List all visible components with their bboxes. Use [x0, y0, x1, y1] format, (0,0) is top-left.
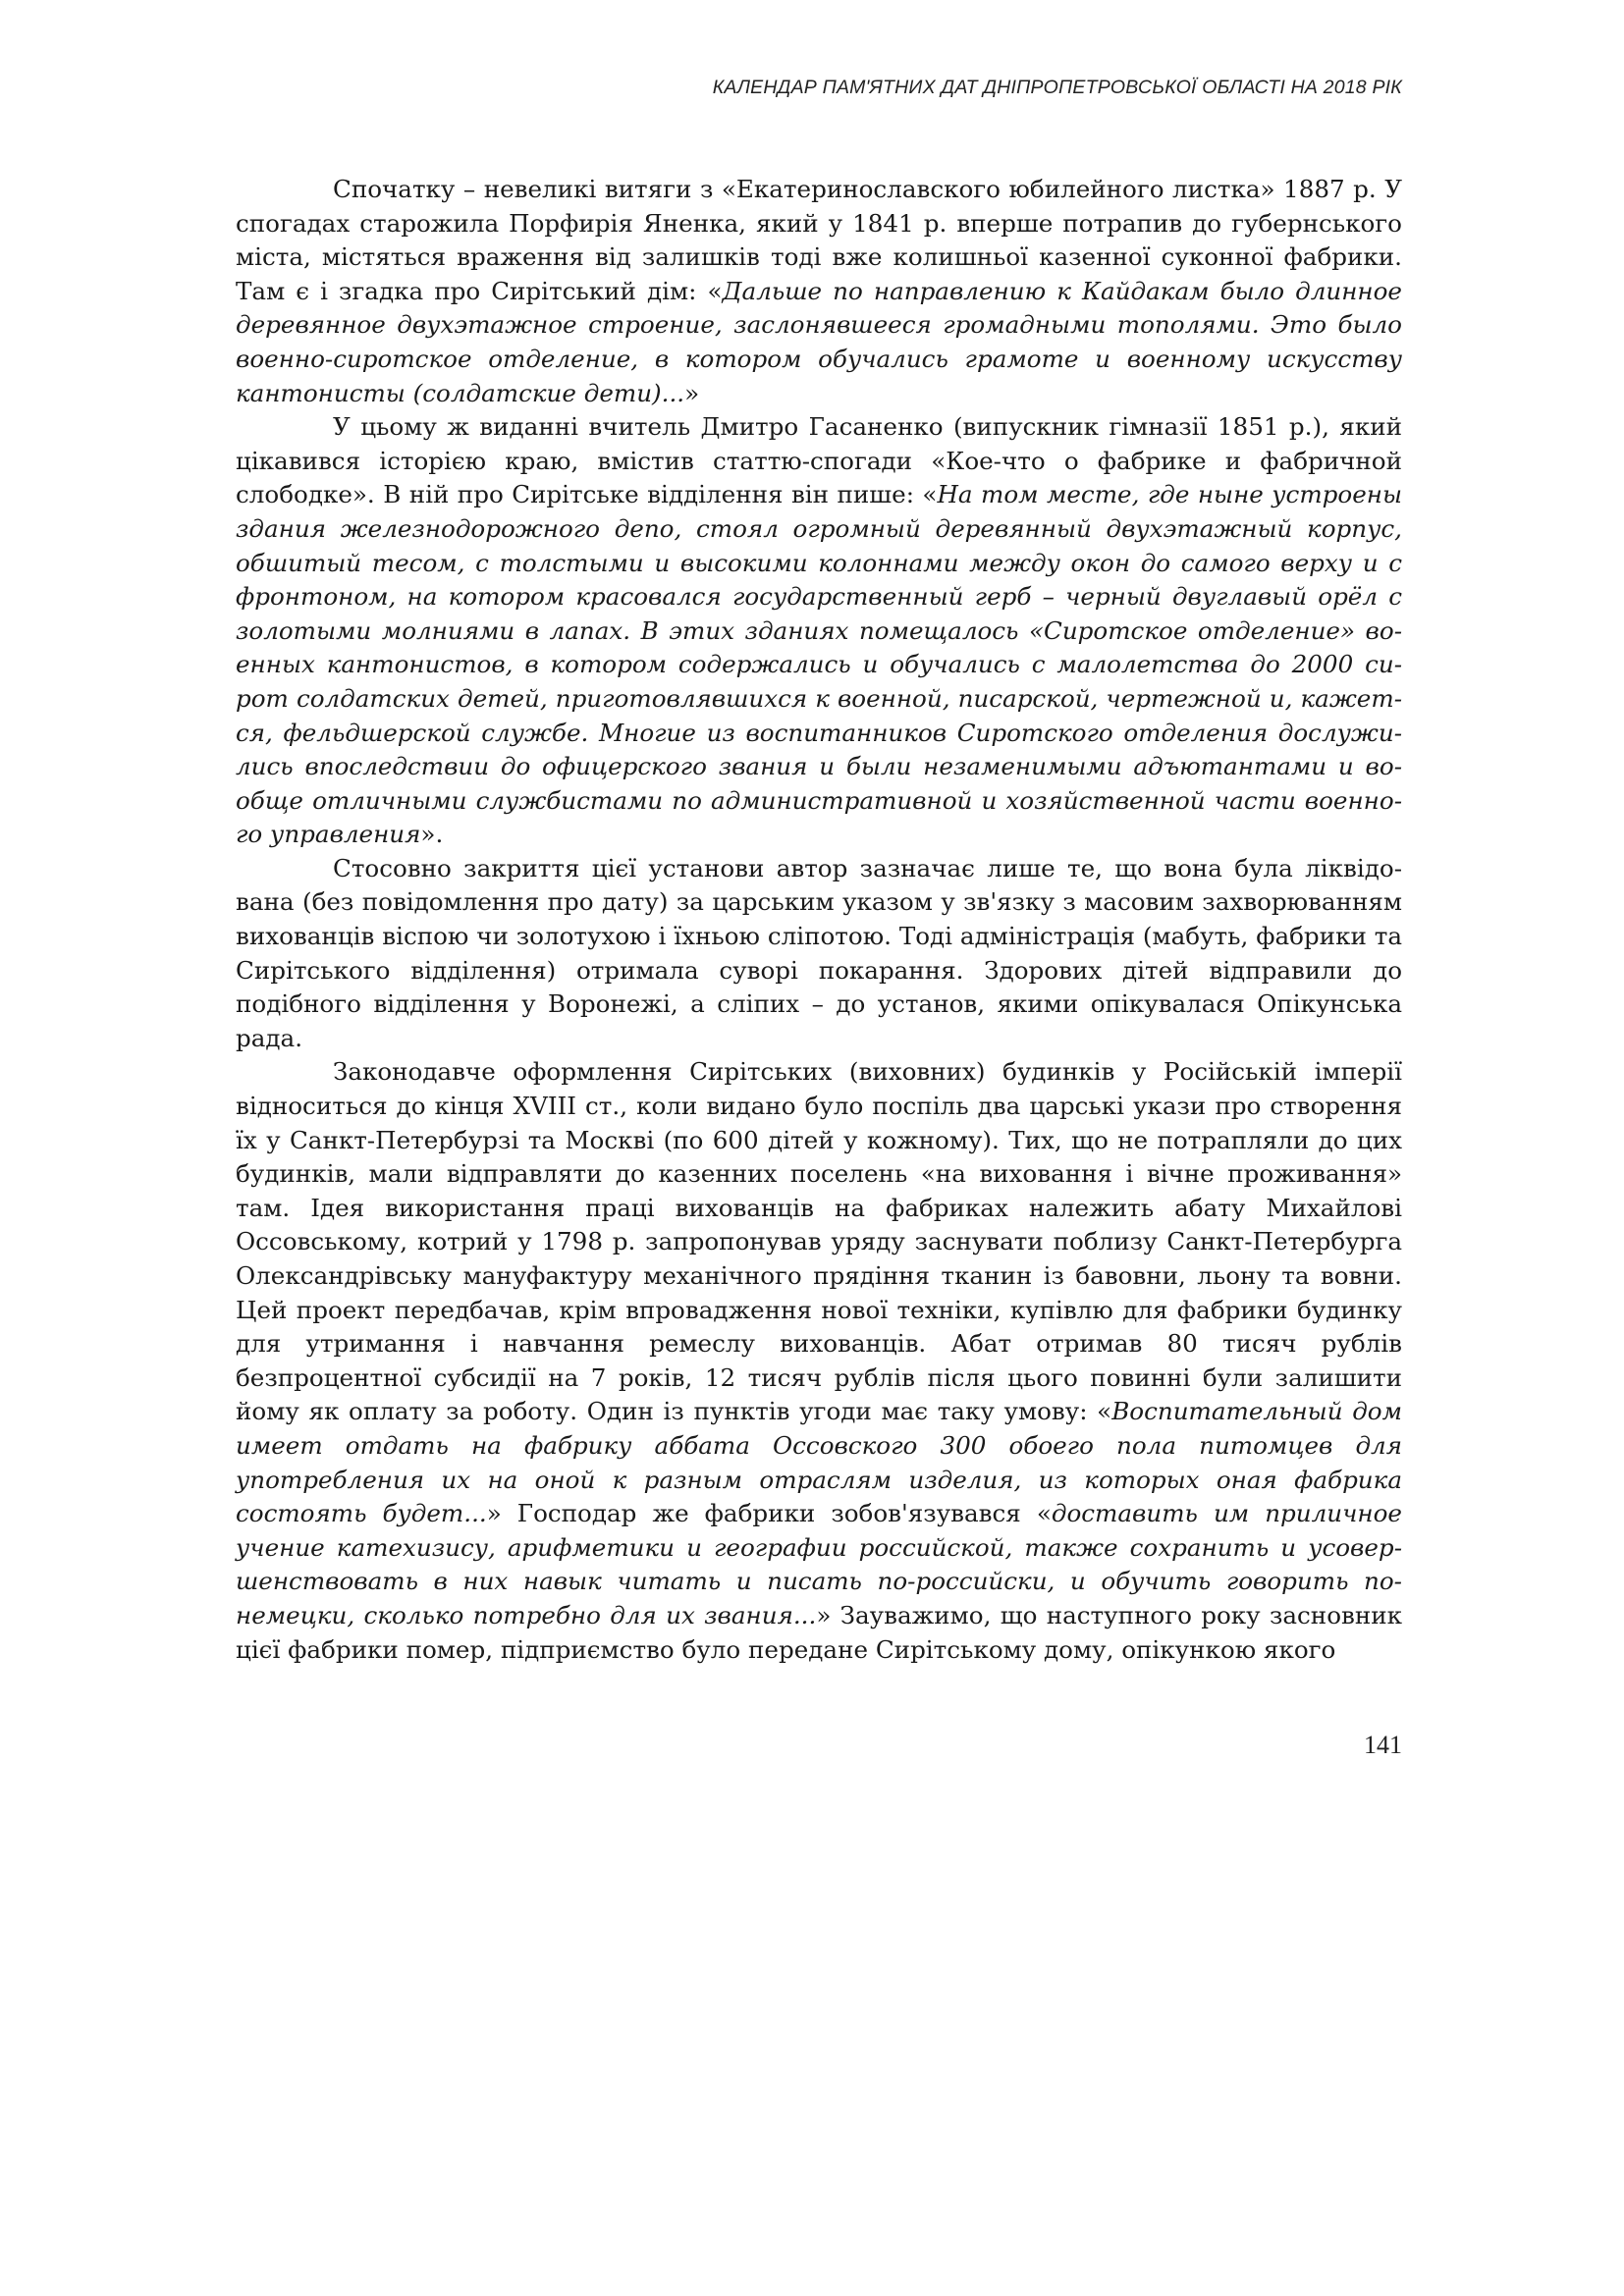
paragraph-1 [236, 173, 1402, 410]
paragraph-text: ». [420, 820, 444, 849]
paragraph-text: » Господар же фабрики зобов'язувався « [486, 1499, 1052, 1528]
paragraph-4 [236, 1055, 1402, 1667]
paragraph-text: » Зауважимо, що наступного року засновник цієї фабрики помер, підприємство було передане Сирітському дому, опікункою якого [236, 1600, 1402, 1664]
paragraph-text: » [684, 378, 700, 407]
article-body [236, 173, 1402, 1667]
running-header: КАЛЕНДАР ПАМ'ЯТНИХ ДАТ ДНІПРОПЕТРОВСЬКОЇ ОБЛАСТІ НА 2018 РІК [712, 77, 1402, 98]
paragraph-text: У цьому ж виданні вчитель Дмитро Гасаненко (випускник гімназії 1851 р.), який цікавився історією краю, вмістив статтю-спогади «Кое-что о фабрике и фабричной слободке». В ній про Сирітське відділення він пише: « [236, 412, 1402, 509]
paragraph-3: Стосовно закриття цієї установи автор зазначає лише те, що вона була ліквідована (без повідомлення про дату) за царським указом у зв'язку з масовим захворюванням вихованців віспою чи золотухою і їхньою сліпотою. Тоді адміністрація (мабуть, фабрики та Сирітського відділення) отримала суворі покарання. Здорових дітей відправили до подібного відділення у Воронежі, а сліпих – до установ, якими опікувалася Опікунська рада. [236, 853, 1402, 1052]
quote-russian: Воспитательный дом имеет отдать на фабрику аббата Оссовского 300 обоего пола питомцев для употребления их на оной к разным отраслям изделия, из которых оная фабрика состоять будет... [236, 1397, 1402, 1528]
page-number: 141 [1364, 1731, 1402, 1759]
quote-russian: На том месте, где ныне устроены здания железнодорожного депо, стоял огромный деревянный двухэтажный корпус, обшитый тесом, с толстыми и высокими колоннами между окон до самого верху и с фронтоном, на котором красовался государственный герб – черный двуглавый орёл с золотыми молниями в лапах. В этих зданиях помещалось «Сиротское отделение» военных кантонистов, в котором содержались и обучались с малолетства до 2000 сирот солдатских детей, приготовлявшихся к военной, писарской, чертежной и, кажется, фельдшерской службе. Многие из воспитанников Сиротского отделения дослужились впоследствии до офицерского звания и были незаменимыми адъютантами и вообще отличными службистами по административной и хозяйственной части военного управления [236, 480, 1402, 849]
quote-russian: Дальше по направлению к Кайдакам было длинное деревянное двухэтажное строение, заслонявшееся громадными тополями. Это было военно-сиротское отделение, в котором обучались грамоте и военному искусству кантонисты (солдатские дети)... [236, 276, 1402, 407]
paragraph-2 [236, 410, 1402, 852]
quote-russian: доставить им приличное учение катехизису, арифметики и географии российской, также сохранить и усовершенствовать в них навык читать и писать по-российски, и обучить говорить по-немецки, сколько потребно для их звания... [236, 1499, 1402, 1629]
paragraph-text: Спочатку – невеликі витяги з «Екатеринославского юбилейного листка» 1887 р. У спогадах старожила Порфирія Яненка, який у 1841 р. вперше потрапив до губернського міста, містяться враження від залишків тоді вже колишньої казенної суконної фабрики. Там є і згадка про Сирітський дім: « [236, 175, 1402, 305]
paragraph-text: Законодавче оформлення Сирітських (виховних) будинків у Російській імперії відноситься до кінця XVIII ст., коли видано було поспіль два царські укази про створення їх у Санкт-Петербурзі та Москві (по 600 дітей у кожному). Тих, що не потрапляли до цих будинків, мали відправляти до казенних поселень «на виховання і вічне проживання» там. Ідея використання праці вихованців на фабриках належить абату Михайлові Оссовському, котрий у 1798 р. запропонував уряду заснувати поблизу Санкт-Петербурга Олександрівську мануфактуру механічного прядіння тканин із бавовни, льону та вовни. Цей проект передбачав, крім впровадження нової техніки, купівлю для фабрики будинку для утримання і навчання ремеслу вихованців. Абат отримав 80 тисяч рублів безпроцентної субсидії на 7 років, 12 тисяч рублів після цього повинні були залишити йому як оплату за роботу. Один із пунктів угоди має таку умову: « [236, 1057, 1402, 1426]
